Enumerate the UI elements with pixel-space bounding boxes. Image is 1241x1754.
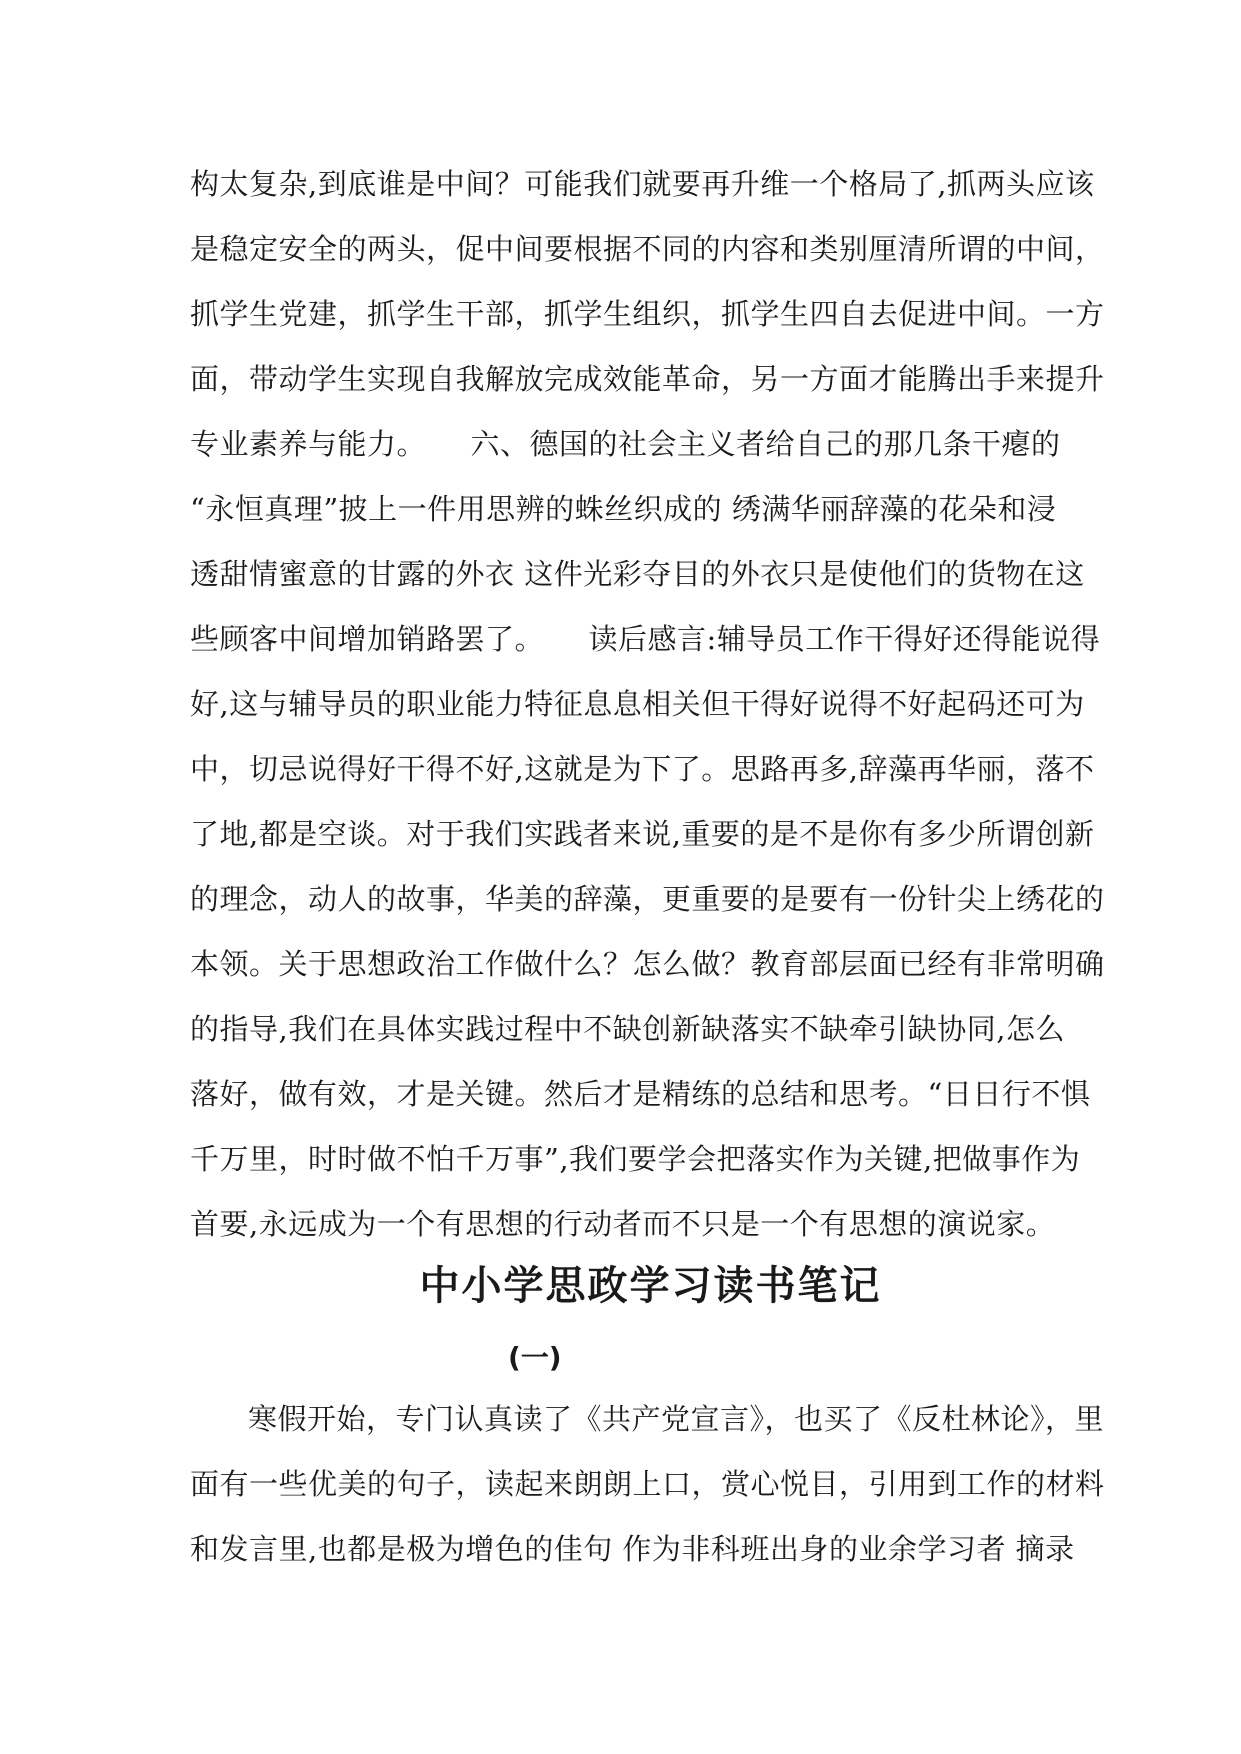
text-line: “永恒真理”披上一件用思辨的蛛丝织成的 绣满华丽辞藻的花朵和浸 xyxy=(190,492,1057,526)
text-line: 专业素养与能力。 六、德国的社会主义者给自己的那几条干瘪的 xyxy=(190,427,1061,461)
text-line: 抓学生党建，抓学生干部，抓学生组织，抓学生四自去促进中间。一方 xyxy=(190,297,1105,331)
text-line: 面，带动学生实现自我解放完成效能革命，另一方面才能腾出手来提升 xyxy=(190,362,1105,396)
text-line: 是稳定安全的两头，促中间要根据不同的内容和类别厘清所谓的中间， xyxy=(190,232,1105,266)
text-line: 寒假开始，专门认真读了《共产党宣言》，也买了《反杜林论》，里 xyxy=(248,1402,1105,1436)
text-line: 些顾客中间增加销路罢了。 读后感言:辅导员工作干得好还得能说得 xyxy=(190,622,1101,656)
text-line: 和发言里,也都是极为增色的佳句 作为非科班出身的业余学习者 摘录 xyxy=(190,1532,1075,1566)
text-line: 透甜情蜜意的甘露的外衣 这件光彩夺目的外衣只是使他们的货物在这 xyxy=(190,557,1085,591)
bottom-paragraph xyxy=(190,1397,1105,1592)
text-line: 构太复杂,到底谁是中间？可能我们就要再升维一个格局了,抓两头应该 xyxy=(190,167,1095,201)
text-line: 了地,都是空谈。对于我们实践者来说,重要的是不是你有多少所谓创新 xyxy=(190,817,1095,851)
text-line: 面有一些优美的句子，读起来朗朗上口，赏心悦目，引用到工作的材料 xyxy=(190,1467,1105,1501)
section-title: 中小学思政学习读书笔记 xyxy=(419,1263,882,1309)
text-line: 中，切忌说得好干得不好,这就是为下了。思路再多,辞藻再华丽，落不 xyxy=(190,752,1095,786)
text-line: 的理念，动人的故事，华美的辞藻，更重要的是要有一份针尖上绣花的 xyxy=(190,882,1105,916)
top-paragraph xyxy=(190,162,1105,1267)
text-line: 千万里，时时做不怕千万事”,我们要学会把落实作为关键,把做事作为 xyxy=(190,1142,1081,1176)
text-line: 本领。关于思想政治工作做什么？怎么做？教育部层面已经有非常明确 xyxy=(190,947,1105,981)
text-line: 好,这与辅导员的职业能力特征息息相关但干得好说得不好起码还可为 xyxy=(190,687,1085,721)
text-line: 首要,永远成为一个有思想的行动者而不只是一个有思想的演说家。 xyxy=(190,1207,1056,1241)
text-line: 的指导,我们在具体实践过程中不缺创新缺落实不缺牵引缺协同,怎么 xyxy=(190,1012,1065,1046)
text-line: 落好，做有效，才是关键。然后才是精练的总结和思考。“日日行不惧 xyxy=(190,1077,1091,1111)
section-subtitle: (一) xyxy=(508,1341,562,1374)
